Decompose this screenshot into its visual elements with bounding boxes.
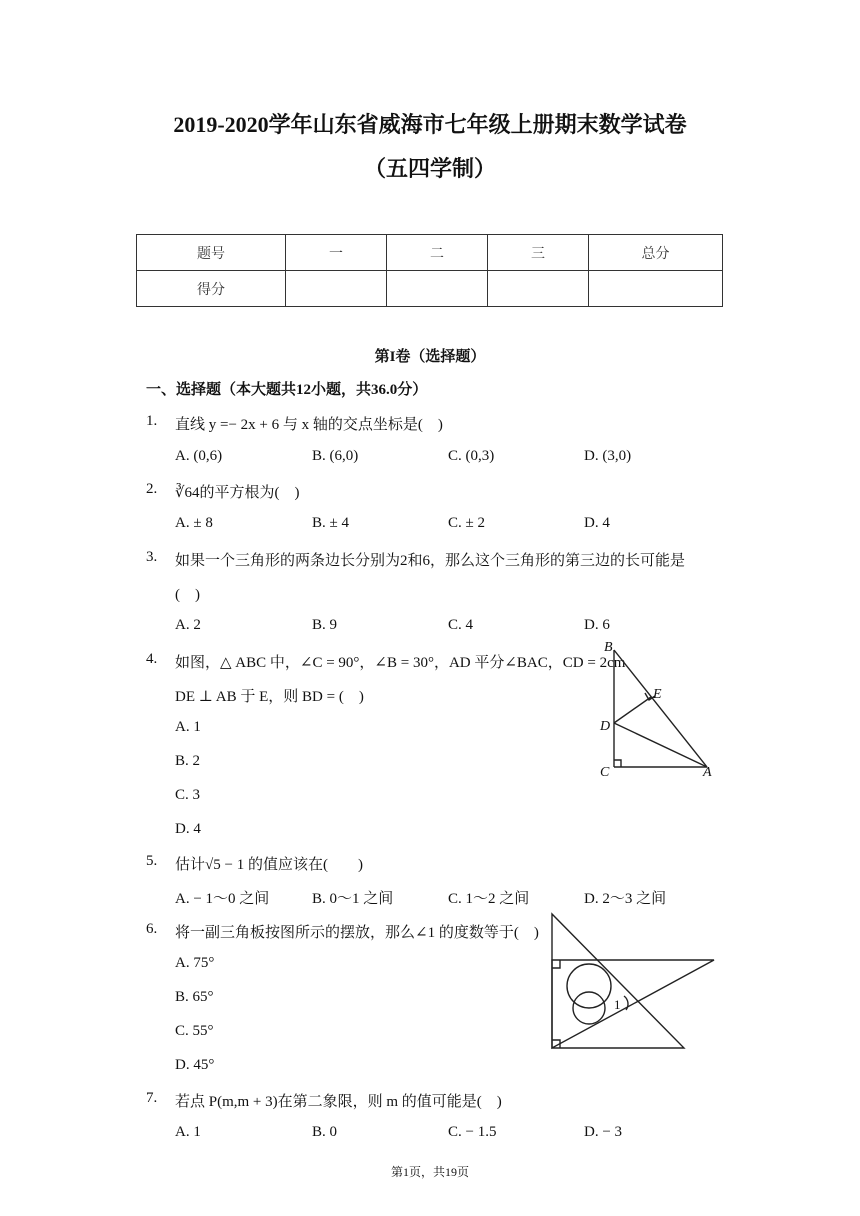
question-text: 将一副三角板按图所示的摆放，那么∠1 的度数等于( )	[175, 925, 539, 941]
triangle-figure	[590, 636, 720, 782]
right-angle-mark-top	[552, 960, 560, 968]
score-header-cell: 三	[488, 235, 589, 271]
option: D. 2～3 之间	[584, 891, 667, 907]
option: B. ± 4	[312, 515, 349, 531]
score-header-cell: 题号	[137, 235, 286, 271]
question-text: 若点 P(m,m + 3)在第二象限，则 m 的值可能是( )	[175, 1094, 502, 1110]
score-header-cell: 总分	[589, 235, 723, 271]
question-number: 2.	[146, 481, 158, 497]
part-title: 第I卷（选择题）	[374, 349, 486, 365]
score-table	[136, 234, 723, 307]
option: B. 0～1 之间	[312, 891, 394, 907]
option: B. 9	[312, 617, 338, 633]
option: B. 0	[312, 1124, 338, 1140]
score-cell	[387, 271, 488, 307]
option: C. 4	[448, 617, 474, 633]
segment-ba	[614, 650, 707, 767]
score-row-label: 得分	[137, 271, 286, 307]
triangle-45	[552, 914, 684, 1048]
option: A. 1	[175, 1124, 201, 1140]
set-squares-figure	[546, 908, 722, 1054]
label-d: D	[600, 719, 611, 734]
question-number: 3.	[146, 549, 158, 565]
option: A. 75°	[175, 955, 215, 971]
option: D. 4	[584, 515, 610, 531]
page-footer: 第1页，共19页	[390, 1165, 469, 1179]
option: C. − 1.5	[448, 1124, 497, 1140]
option: B. (6,0)	[312, 448, 359, 464]
question-number: 5.	[146, 853, 158, 869]
segment-de	[614, 697, 651, 723]
score-table-score-row	[137, 271, 723, 307]
document-subtitle: （五四学制）	[363, 156, 496, 181]
score-header-cell: 二	[387, 235, 488, 271]
score-header-cell: 一	[286, 235, 387, 271]
circle-upper	[567, 964, 611, 1008]
option: D. 4	[175, 821, 201, 837]
question-text: ∛64的平方根为( )	[175, 485, 300, 501]
option: B. 65°	[175, 989, 214, 1005]
option: A. 1	[175, 719, 201, 735]
option: D. 45°	[175, 1057, 215, 1073]
question-number: 7.	[146, 1090, 158, 1106]
right-angle-mark-c	[614, 760, 621, 767]
question-text: 如图，△ ABC 中，∠C = 90°，∠B = 30°，AD 平分∠BAC，CD = 2cm	[175, 655, 626, 671]
label-a: A	[703, 765, 712, 780]
question-number: 4.	[146, 651, 158, 667]
score-table-header-row	[137, 235, 723, 271]
option: A. 2	[175, 617, 201, 633]
question-number: 6.	[146, 921, 158, 937]
option: C. 1～2 之间	[448, 891, 530, 907]
label-c: C	[600, 765, 610, 780]
question-text: 估计√5 − 1 的值应该在( )	[175, 857, 363, 873]
question-number: 1.	[146, 413, 158, 429]
label-b: B	[604, 640, 613, 655]
option: C. 55°	[175, 1023, 214, 1039]
question-text: 如果一个三角形的两条边长分别为2和6，那么这个三角形的第三边的长可能是	[175, 553, 686, 569]
option: A. (0,6)	[175, 448, 223, 464]
option: A. − 1～0 之间	[175, 891, 270, 907]
option: C. (0,3)	[448, 448, 495, 464]
question-text-line2: DE ⊥ AB 于 E，则 BD = ( )	[175, 689, 364, 705]
option: C. ± 2	[448, 515, 485, 531]
segment-da	[614, 723, 707, 767]
label-e: E	[653, 687, 662, 702]
option: D. − 3	[584, 1124, 623, 1140]
section-title: 一、选择题（本大题共12小题，共36.0分）	[146, 382, 428, 398]
score-cell	[589, 271, 723, 307]
score-cell	[488, 271, 589, 307]
option: C. 3	[175, 787, 201, 803]
score-cell	[286, 271, 387, 307]
option: A. ± 8	[175, 515, 213, 531]
option: D. 6	[584, 617, 610, 633]
option: B. 2	[175, 753, 201, 769]
question-text-line2: ( )	[175, 587, 200, 603]
document-title: 2019-2020学年山东省威海市七年级上册期末数学试卷	[173, 112, 687, 137]
question-text: 直线 y =− 2x + 6 与 x 轴的交点坐标是( )	[175, 417, 443, 433]
option: D. (3,0)	[584, 448, 632, 464]
angle-1-label: 1	[614, 997, 621, 1012]
